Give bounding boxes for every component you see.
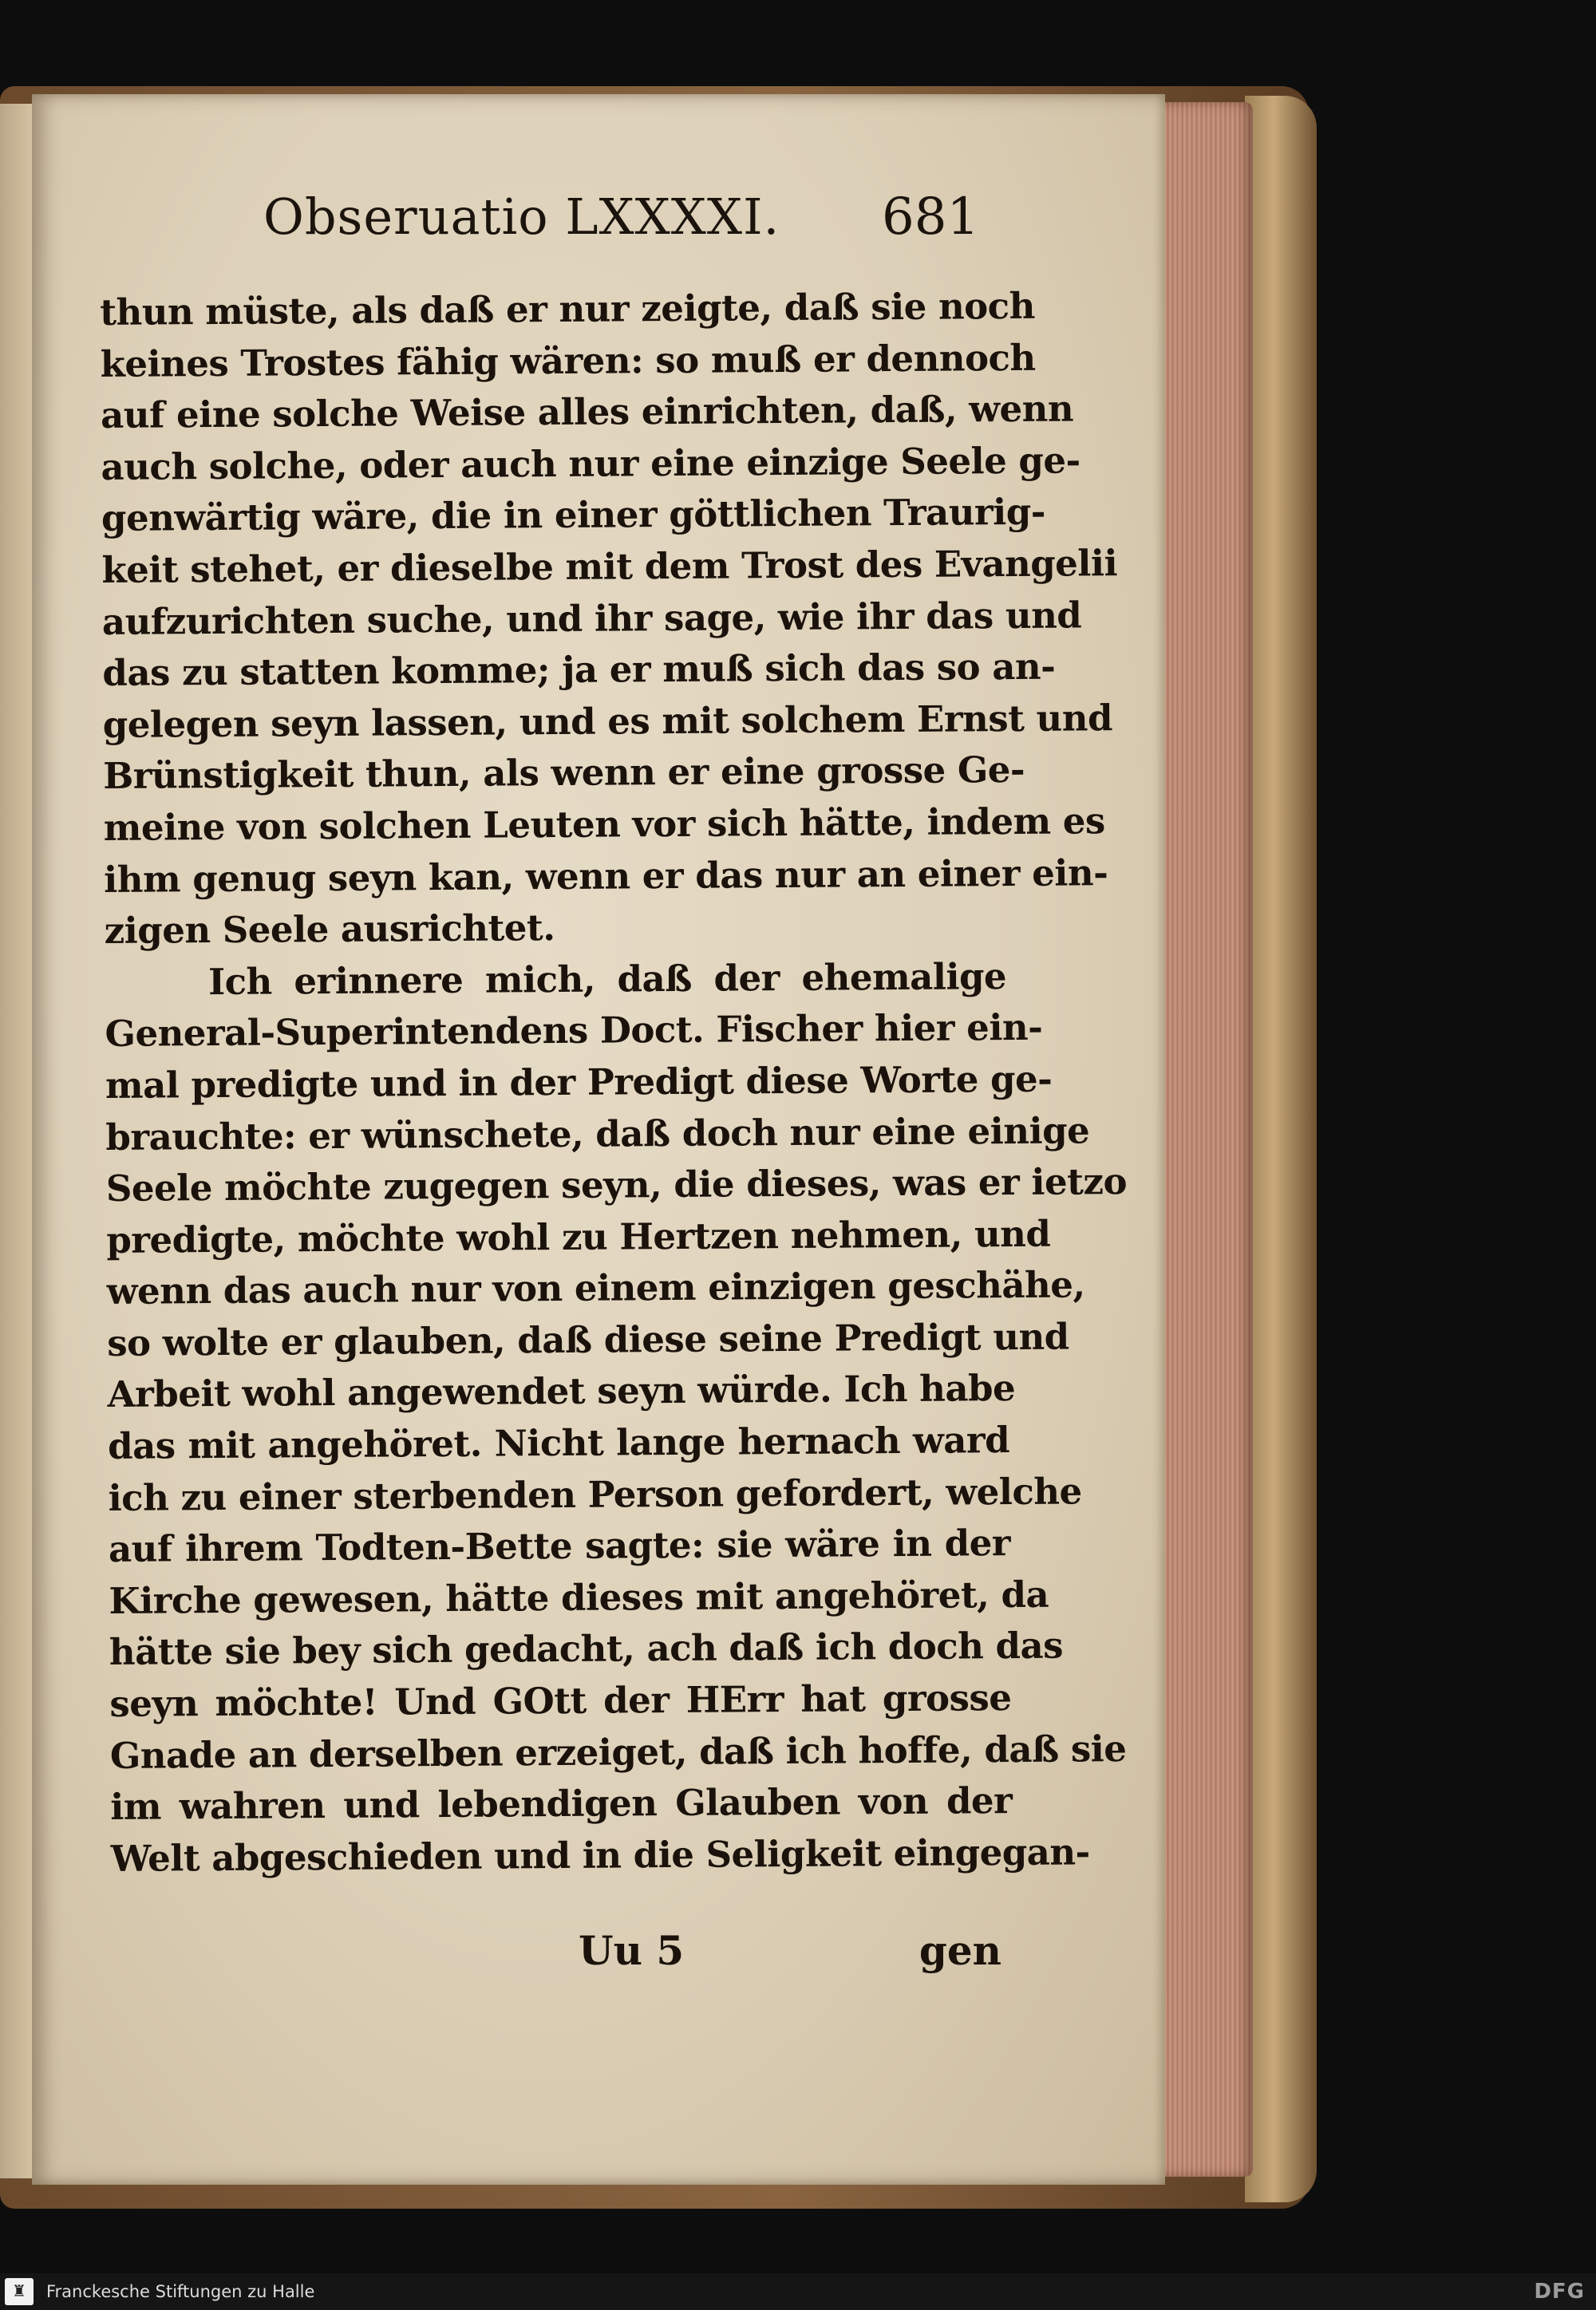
running-head <box>263 188 982 251</box>
text-line: Kirche gewesen, hätte dieses mit angehöret, da <box>109 1573 1049 1622</box>
text-line: keit stehet, er dieselbe mit dem Trost des Evangelii <box>101 542 1118 591</box>
text-line: keines Trostes fähig wären: so muß er dennoch <box>100 336 1036 385</box>
text-line: brauchte: er wünschete, daß doch nur eine einige <box>105 1108 1090 1159</box>
text-line: Seele möchte zugegen seyn, die dieses, was er ietzo <box>105 1160 1128 1210</box>
institution-label[interactable]: Franckesche Stiftungen zu Halle <box>46 2282 315 2301</box>
text-line: auf eine solche Weise alles einrichten, daß, wenn <box>100 387 1074 437</box>
text-line: ich zu einer sterbenden Person gefordert, welche <box>108 1470 1082 1519</box>
page-footer-line <box>100 1927 1001 1983</box>
text-line: genwärtig wäre, die in einer göttlichen Traurig- <box>101 491 1046 540</box>
book-fore-edge-cover <box>1245 96 1317 2202</box>
text-line: thun müste, als daß er nur zeigte, daß sie noch <box>100 284 1036 334</box>
text-line: wenn das auch nur von einem einzigen geschähe, <box>106 1263 1085 1313</box>
running-head-title: Obseruatio LXXXXI. <box>263 188 780 246</box>
signature-mark: Uu 5 <box>579 1927 685 1974</box>
text-line: so wolte er glauben, daß diese seine Predigt und <box>107 1315 1069 1364</box>
text-line: mal predigte und in der Predigt diese Worte ge- <box>105 1057 1053 1107</box>
text-line: hätte sie bey sich gedacht, ach daß ich doch das <box>109 1625 1064 1674</box>
text-line: Gnade an derselben erzeiget, daß ich hoffe, daß sie <box>109 1727 1127 1777</box>
text-line: General-Superintendens Doct. Fischer hier ein- <box>105 1006 1043 1056</box>
text-line: das zu statten komme; ja er muß sich das so an- <box>102 645 1056 695</box>
institution-logo-icon[interactable] <box>5 2278 34 2305</box>
text-line: seyn möchte! Und GOtt der HErr hat grosse <box>109 1676 1012 1725</box>
text-line: Arbeit wohl angewendet seyn würde. Ich habe <box>107 1367 1016 1416</box>
text-line: zigen Seele ausrichtet. <box>104 906 555 953</box>
page-number: 681 <box>882 188 980 247</box>
text-line: auch solche, oder auch nur eine einzige Seele ge- <box>101 439 1080 488</box>
viewer-footer <box>0 2273 1596 2310</box>
text-line: aufzurichten suche, und ihr sage, wie ihr das und <box>101 593 1082 643</box>
body-text <box>100 281 1128 1885</box>
text-line: auf ihrem Todten-Bette sagte: sie wäre in der <box>108 1522 1011 1571</box>
text-line: gelegen seyn lassen, und es mit solchem Ernst und <box>102 696 1113 746</box>
catchword: gen <box>918 1927 1001 1974</box>
text-line: im wahren und lebendigen Glauben von der <box>110 1779 1013 1829</box>
text-line: predigte, möchte wohl zu Hertzen nehmen, und <box>106 1212 1051 1262</box>
text-line: meine von solchen Leuten vor sich hätte, indem es <box>103 800 1105 849</box>
text-line: das mit angehöret. Nicht lange hernach ward <box>107 1419 1010 1468</box>
building-icon: ♜ <box>12 2281 26 2300</box>
text-line: Brünstigkeit thun, als wenn er eine grosse Ge- <box>103 748 1025 798</box>
text-line: Welt abgeschieden und in die Seligkeit eingegan- <box>110 1830 1090 1880</box>
dfg-logo[interactable]: DFG <box>1534 2280 1585 2304</box>
paragraph-start-line: Ich erinnere mich, daß der ehemalige <box>207 954 1007 1003</box>
text-line: ihm genug seyn kan, wenn er das nur an einer ein- <box>103 851 1108 901</box>
